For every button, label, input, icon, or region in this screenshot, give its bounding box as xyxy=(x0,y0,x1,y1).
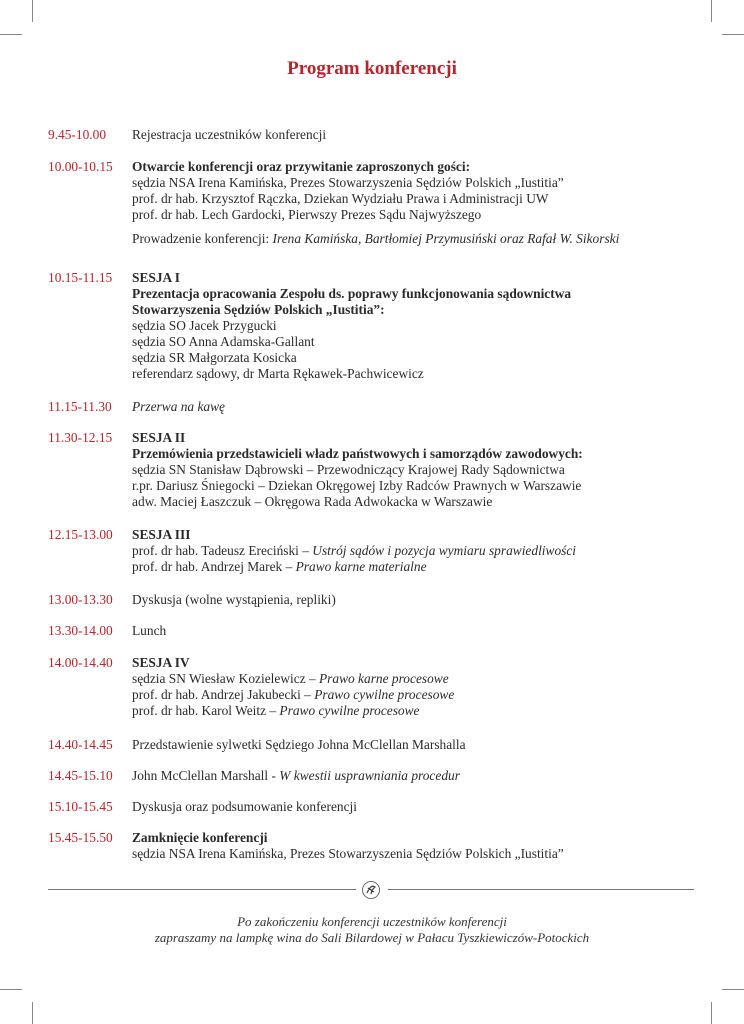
crop-mark xyxy=(0,989,22,990)
entry-body xyxy=(132,399,708,415)
crop-mark xyxy=(722,34,744,35)
entry-line xyxy=(132,623,708,639)
program-entry xyxy=(48,270,708,382)
entry-line xyxy=(132,350,708,366)
entry-text: prof. dr hab. Andrzej Marek – xyxy=(132,559,296,574)
entry-text: Prawo karne procesowe xyxy=(319,671,449,686)
entry-time: 11.15-11.30 xyxy=(48,399,112,414)
entry-text: SESJA IV xyxy=(132,655,190,670)
entry-line xyxy=(132,399,708,415)
program-entry xyxy=(48,399,708,415)
entry-text: r.pr. Dariusz Śniegocki – Dziekan Okręgowej Izby Radców Prawnych w Warszawie xyxy=(132,478,582,493)
divider-line xyxy=(388,889,694,890)
entry-body xyxy=(132,592,708,608)
program-entry xyxy=(48,159,708,247)
entry-time: 14.40-14.45 xyxy=(48,737,113,752)
entry-line xyxy=(132,127,708,143)
entry-body xyxy=(132,830,708,862)
entry-text: Rejestracja uczestników konferencji xyxy=(132,127,327,142)
entry-line xyxy=(132,559,708,575)
footer-line: Po zakończeniu konferencji uczestników konferencji xyxy=(237,914,507,929)
entry-body xyxy=(132,527,708,575)
entry-line xyxy=(132,737,708,753)
entry-text: Przedstawienie sylwetki Sędziego Johna McClellan Marshalla xyxy=(132,737,466,752)
entry-body xyxy=(132,655,708,719)
entry-text: Stowarzyszenia Sędziów Polskich „Iustitia”: xyxy=(132,302,385,317)
entry-text: sędzia SO Anna Adamska-Gallant xyxy=(132,334,315,349)
spacer xyxy=(132,223,708,231)
footer-note xyxy=(0,914,744,946)
entry-line xyxy=(132,543,708,559)
entry-text: sędzia SO Jacek Przygucki xyxy=(132,318,277,333)
entry-text: sędzia NSA Irena Kamińska, Prezes Stowarzyszenia Sędziów Polskich „Iustitia” xyxy=(132,846,564,861)
entry-text: Prawo cywilne procesowe xyxy=(314,687,455,702)
entry-body xyxy=(132,768,708,784)
entry-text: Prawo karne materialne xyxy=(295,559,427,574)
crop-mark xyxy=(32,0,33,22)
entry-line xyxy=(132,478,708,494)
entry-text: SESJA I xyxy=(132,270,181,285)
program-entry xyxy=(48,527,708,575)
entry-line xyxy=(132,159,708,175)
program-entry xyxy=(48,799,708,815)
entry-text: SESJA III xyxy=(132,527,191,542)
entry-line xyxy=(132,703,708,719)
entry-line xyxy=(132,671,708,687)
entry-text: prof. dr hab. Karol Weitz – xyxy=(132,703,280,718)
entry-text: prof. dr hab. Lech Gardocki, Pierwszy Prezes Sądu Najwyższego xyxy=(132,207,482,222)
entry-text: sędzia SR Małgorzata Kosicka xyxy=(132,350,297,365)
entry-text: Przemówienia przedstawicieli władz państwowych i samorządów zawodowych: xyxy=(132,446,583,461)
footer-line: zapraszamy na lampkę wina do Sali Bilardowej w Pałacu Tyszkiewiczów-Potockich xyxy=(154,930,590,945)
entry-line xyxy=(132,270,708,286)
entry-time: 15.45-15.50 xyxy=(48,830,113,845)
entry-text: Ustrój sądów i pozycja wymiaru sprawiedliwości xyxy=(312,543,577,558)
ornament-icon xyxy=(361,880,381,900)
page-title: Program konferencji xyxy=(287,58,457,79)
entry-line xyxy=(132,768,708,784)
entry-time: 15.10-15.45 xyxy=(48,799,113,814)
entry-line xyxy=(132,494,708,510)
entry-line xyxy=(132,527,708,543)
entry-body xyxy=(132,159,708,247)
entry-time: 12.15-13.00 xyxy=(48,527,113,542)
entry-body xyxy=(132,127,708,143)
entry-line xyxy=(132,655,708,671)
entry-text: Dyskusja oraz podsumowanie konferencji xyxy=(132,799,357,814)
entry-text: Przerwa na kawę xyxy=(132,399,225,414)
entry-text: prof. dr hab. Krzysztof Rączka, Dziekan Wydziału Prawa i Administracji UW xyxy=(132,191,549,206)
entry-time: 9.45-10.00 xyxy=(48,127,107,142)
program-entry xyxy=(48,127,708,143)
entry-line xyxy=(132,846,708,862)
entry-text: John McClellan Marshall - xyxy=(132,768,280,783)
entry-line xyxy=(132,687,708,703)
entry-text: Otwarcie konferencji oraz przywitanie zaproszonych gości: xyxy=(132,159,471,174)
entry-line xyxy=(132,191,708,207)
program-entry xyxy=(48,768,708,784)
program-entry xyxy=(48,655,708,719)
entry-line xyxy=(132,207,708,223)
entry-line xyxy=(132,302,708,318)
entry-text: Prowadzenie konferencji: xyxy=(132,231,273,246)
entry-line xyxy=(132,830,708,846)
entry-line xyxy=(132,286,708,302)
crop-mark xyxy=(0,34,22,35)
crop-mark xyxy=(711,0,712,22)
entry-text: referendarz sądowy, dr Marta Rękawek-Pachwicewicz xyxy=(132,366,424,381)
entry-text: Dyskusja (wolne wystąpienia, repliki) xyxy=(132,592,336,607)
entry-line xyxy=(132,366,708,382)
entry-body xyxy=(132,737,708,753)
entry-text: Lunch xyxy=(132,623,167,638)
entry-text: sędzia NSA Irena Kamińska, Prezes Stowarzyszenia Sędziów Polskich „Iustitia” xyxy=(132,175,564,190)
entry-time: 14.45-15.10 xyxy=(48,768,113,783)
program-entry xyxy=(48,737,708,753)
entry-line xyxy=(132,430,708,446)
entry-time: 10.15-11.15 xyxy=(48,270,113,285)
entry-text: SESJA II xyxy=(132,430,186,445)
crop-mark xyxy=(32,1002,33,1024)
entry-line xyxy=(132,462,708,478)
entry-text: W kwestii usprawniania procedur xyxy=(279,768,460,783)
entry-time: 13.30-14.00 xyxy=(48,623,113,638)
entry-body xyxy=(132,623,708,639)
entry-time: 14.00-14.40 xyxy=(48,655,113,670)
program-entry xyxy=(48,623,708,639)
entry-text: sędzia SN Wiesław Kozielewicz – xyxy=(132,671,319,686)
program-entry xyxy=(48,592,708,608)
crop-mark xyxy=(711,1002,712,1024)
program-entry xyxy=(48,430,708,510)
entry-time: 11.30-12.15 xyxy=(48,430,113,445)
entry-line xyxy=(132,175,708,191)
entry-text: prof. dr hab. Andrzej Jakubecki – xyxy=(132,687,315,702)
entry-line xyxy=(132,334,708,350)
entry-body xyxy=(132,799,708,815)
entry-body xyxy=(132,270,708,382)
entry-text: Prezentacja opracowania Zespołu ds. poprawy funkcjonowania sądownictwa xyxy=(132,286,572,301)
entry-text: Zamknięcie konferencji xyxy=(132,830,268,845)
divider-line xyxy=(48,889,356,890)
entry-text: prof. dr hab. Tadeusz Ereciński – xyxy=(132,543,313,558)
entry-line xyxy=(132,446,708,462)
entry-text: Irena Kamińska, Bartłomiej Przymusiński oraz Rafał W. Sikorski xyxy=(272,231,620,246)
entry-line xyxy=(132,592,708,608)
entry-time: 10.00-10.15 xyxy=(48,159,113,174)
entry-line xyxy=(132,318,708,334)
entry-body xyxy=(132,430,708,510)
entry-text: Prawo cywilne procesowe xyxy=(279,703,420,718)
entry-line xyxy=(132,799,708,815)
entry-time: 13.00-13.30 xyxy=(48,592,113,607)
entry-text: sędzia SN Stanisław Dąbrowski – Przewodniczący Krajowej Rady Sądownictwa xyxy=(132,462,565,477)
program-entry xyxy=(48,830,708,862)
entry-text: adw. Maciej Łaszczuk – Okręgowa Rada Adwokacka w Warszawie xyxy=(132,494,493,509)
entry-line xyxy=(132,231,708,247)
crop-mark xyxy=(722,989,744,990)
